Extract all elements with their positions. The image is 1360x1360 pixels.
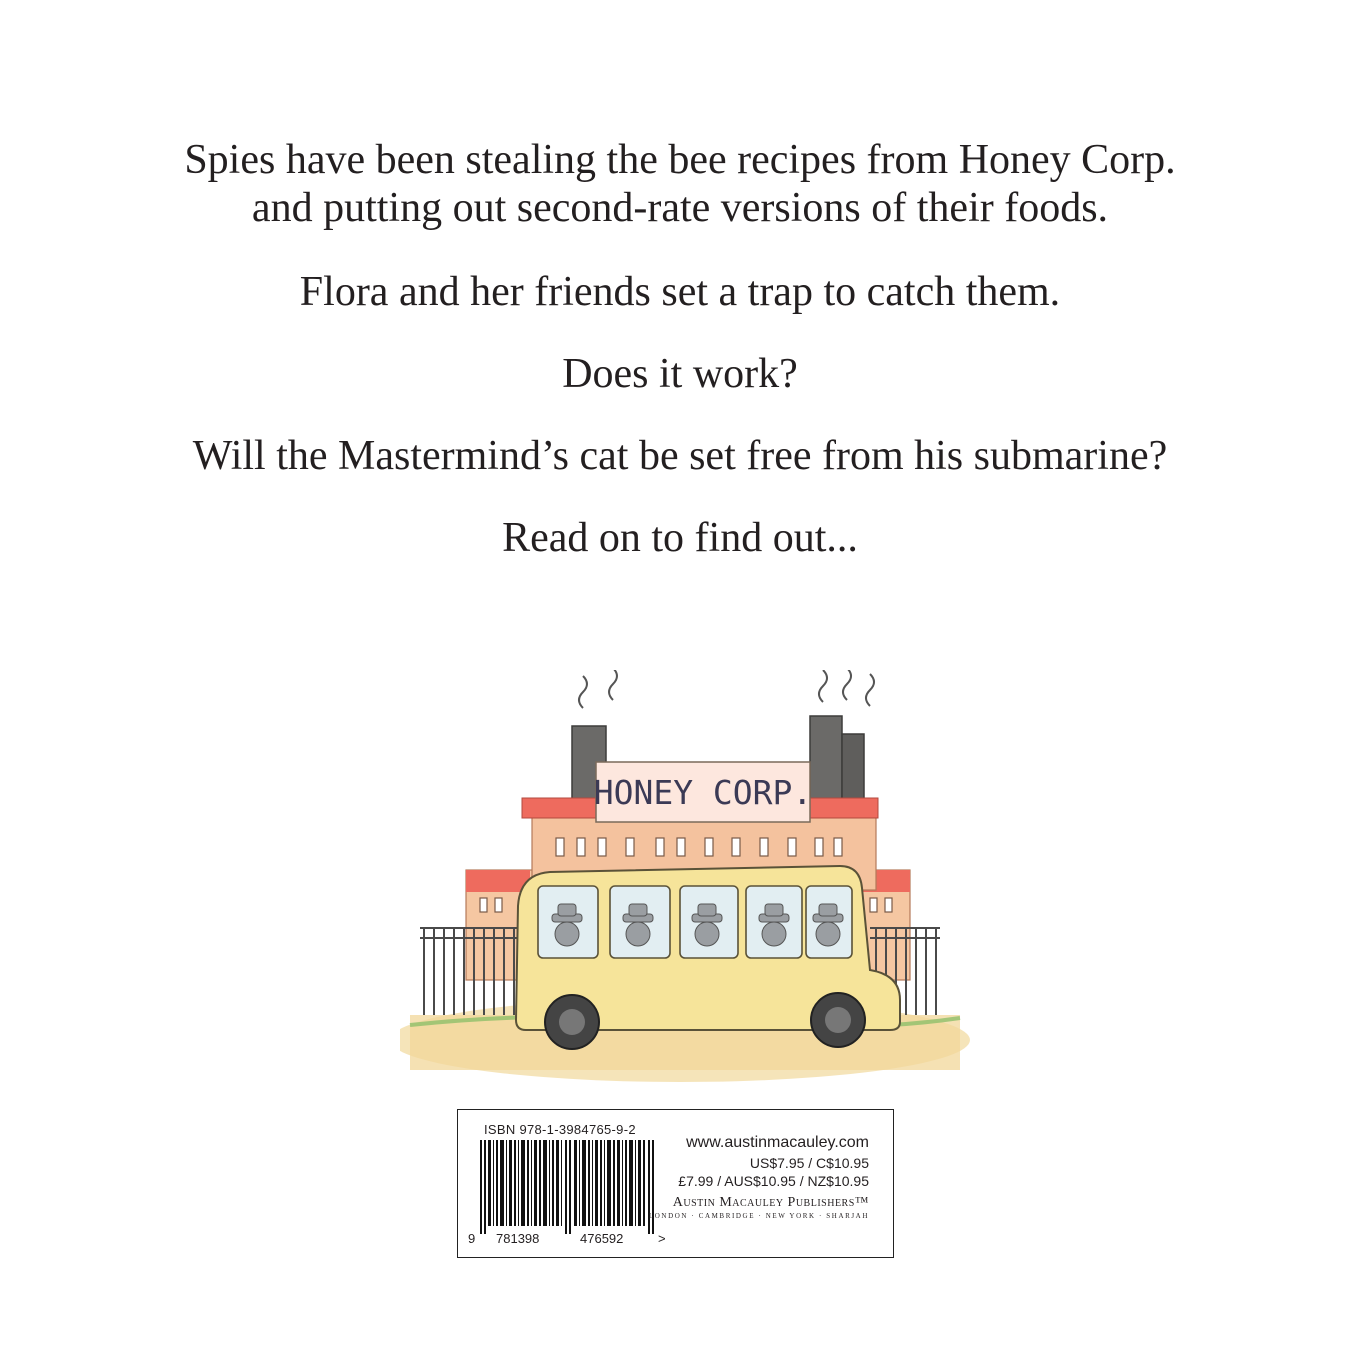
blurb-line-3: Flora and her friends set a trap to catch them. xyxy=(299,269,1061,315)
price-line-1: US$7.95 / C$10.95 xyxy=(749,1155,869,1171)
sign-text: HONEY CORP. xyxy=(593,773,813,812)
blurb-paragraph-1 xyxy=(0,136,1360,232)
blurb-line-2: and putting out second-rate versions of their foods. xyxy=(251,185,1109,231)
publisher-cities: LONDON · CAMBRIDGE · NEW YORK · SHARJAH xyxy=(648,1212,869,1220)
barcode-right-digits: 476592 xyxy=(580,1231,624,1246)
publisher-name: Austin Macauley Publishers™ xyxy=(672,1195,869,1210)
isbn-label: ISBN 978-1-3984765-9-2 xyxy=(484,1122,636,1137)
blurb-line-5: Will the Mastermind’s cat be set free from his submarine? xyxy=(192,433,1168,479)
price-line-2: £7.99 / AUS$10.95 / NZ$10.95 xyxy=(678,1173,869,1189)
blurb-line-6: Read on to find out... xyxy=(502,515,858,561)
barcode-icon xyxy=(480,1140,656,1234)
barcode-left-digits: 781398 xyxy=(496,1231,540,1246)
honey-corp-illustration xyxy=(400,670,970,1090)
blurb-line-4: Does it work? xyxy=(562,351,798,397)
website-link[interactable]: www.austinmacauley.com xyxy=(686,1134,869,1151)
barcode-end-mark: > xyxy=(658,1231,666,1246)
barcode-lead-digit: 9 xyxy=(468,1231,476,1246)
publisher-info xyxy=(649,1134,869,1220)
barcode-panel xyxy=(457,1109,894,1258)
blurb-line-1: Spies have been stealing the bee recipes from Honey Corp. xyxy=(184,137,1176,183)
